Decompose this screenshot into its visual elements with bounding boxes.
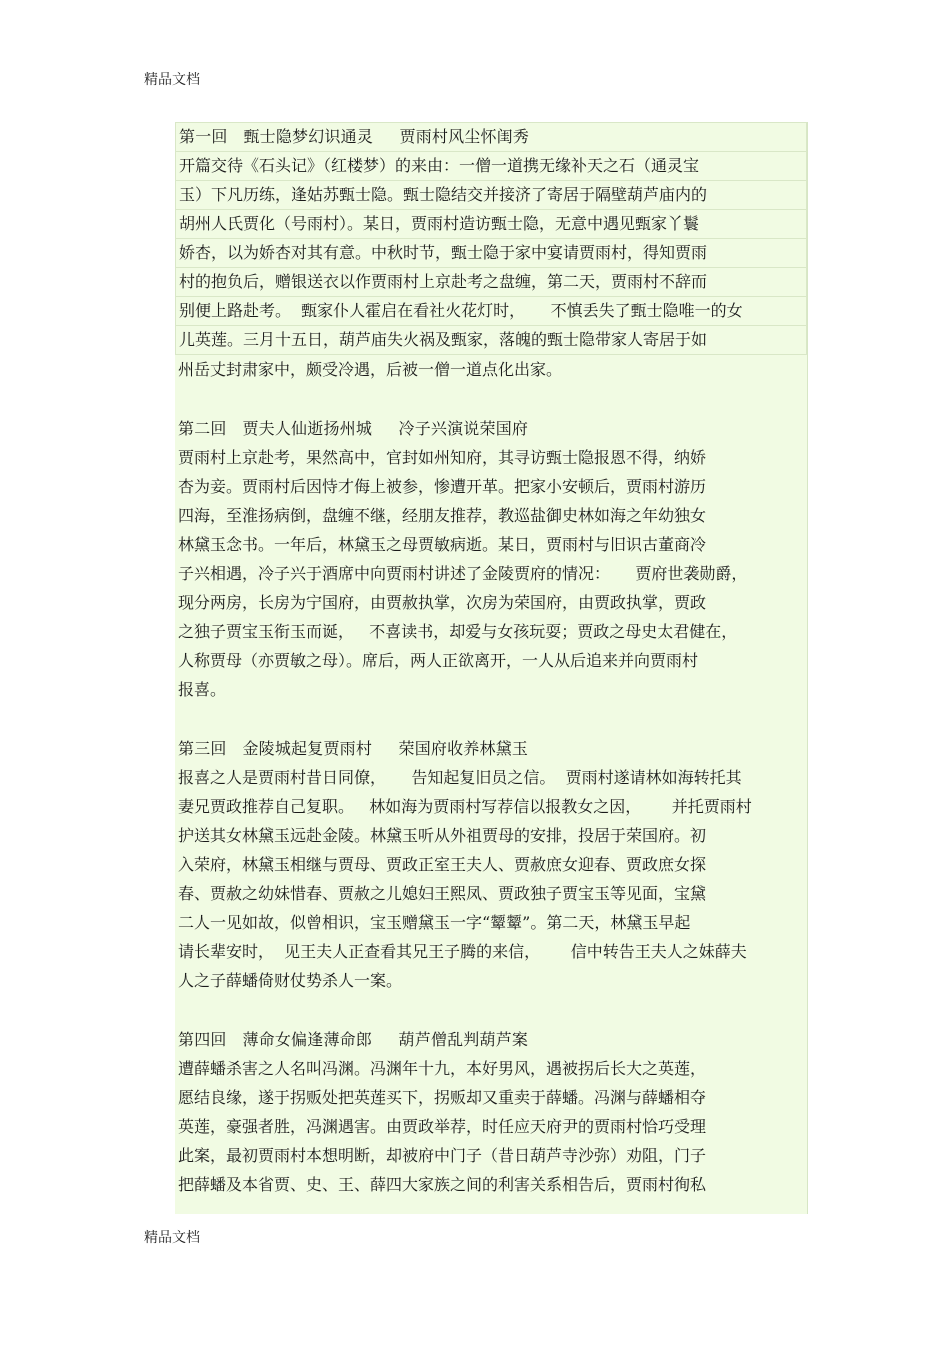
- chapter-2-block: [175, 414, 807, 704]
- page-header-label: 精品文档: [144, 72, 200, 88]
- paragraph-line: 此案，最初贾雨村本想明断，却被府中门子（昔日葫芦寺沙弥）劝阻，门子: [178, 1146, 707, 1165]
- paragraph-line: 人之子薛蟠倚财仗势杀人一案。: [178, 971, 403, 990]
- chapter-3-block: [175, 734, 807, 995]
- chapter-title: 第四回 薄命女偏逢薄命郎 葫芦僧乱判葫芦案: [178, 1030, 529, 1049]
- paragraph-line: 子兴相遇，冷子兴于酒席中向贾雨村讲述了金陵贾府的情况： 贾府世袭勋爵，: [178, 564, 748, 583]
- chapter-title: 第三回 金陵城起复贾雨村 荣国府收养林黛玉: [178, 739, 529, 758]
- paragraph-line: 入荣府，林黛玉相继与贾母、贾政正室王夫人、贾赦庶女迎春、贾政庶女探: [178, 855, 707, 874]
- section-gap: [175, 995, 807, 1025]
- section-gap: [175, 384, 807, 414]
- paragraph-line: 儿英莲。三月十五日，葫芦庙失火祸及甄家，落魄的甄士隐带家人寄居于如: [175, 325, 807, 355]
- paragraph-line: 英莲，豪强者胜，冯渊遇害。由贾政举荐，时任应天府尹的贾雨村恰巧受理: [178, 1117, 707, 1136]
- paragraph-line: 四海，至淮扬病倒，盘缠不继，经朋友推荐，教巡盐御史林如海之年幼独女: [178, 506, 707, 525]
- paragraph-line: 村的抱负后，赠银送衣以作贾雨村上京赴考之盘缠，第二天，贾雨村不辞而: [175, 267, 807, 296]
- paragraph-line: 州岳丈封肃家中，颇受冷遇，后被一僧一道点化出家。: [178, 360, 563, 379]
- paragraph-line: 开篇交待《石头记》（红楼梦）的来由：一僧一道携无缘补天之石（通灵宝: [175, 151, 807, 180]
- paragraph-line: 把薛蟠及本省贾、史、王、薛四大家族之间的利害关系相告后，贾雨村徇私: [178, 1175, 707, 1194]
- chapter-title: 第一回 甄士隐梦幻识通灵 贾雨村风尘怀闺秀: [175, 122, 807, 151]
- paragraph-line: 娇杏，以为娇杏对其有意。中秋时节，甄士隐于家中宴请贾雨村，得知贾雨: [175, 238, 807, 267]
- paragraph-line: 愿结良缘，遂于拐贩处把英莲买下，拐贩却又重卖于薛蟠。冯渊与薛蟠相夺: [178, 1088, 707, 1107]
- paragraph-line: 胡州人氏贾化（号雨村）。某日，贾雨村造访甄士隐，无意中遇见甄家丫鬟: [175, 209, 807, 238]
- paragraph-line: 遭薛蟠杀害之人名叫冯渊。冯渊年十九，本好男风，遇被拐后长大之英莲，: [178, 1059, 707, 1078]
- paragraph-line: 之独子贾宝玉衔玉而诞， 不喜读书，却爱与女孩玩耍；贾政之母史太君健在，: [178, 622, 738, 641]
- page-footer-label: 精品文档: [144, 1230, 200, 1246]
- paragraph-line: 现分两房，长房为宁国府，由贾赦执掌，次房为荣国府，由贾政执掌，贾政: [178, 593, 707, 612]
- document-body: [175, 122, 808, 1214]
- paragraph-line: 春、贾赦之幼妹惜春、贾赦之儿媳妇王熙凤、贾政独子贾宝玉等见面，宝黛: [178, 884, 707, 903]
- paragraph-line: 护送其女林黛玉远赴金陵。林黛玉听从外祖贾母的安排，投居于荣国府。初: [178, 826, 707, 845]
- chapter-title: 第二回 贾夫人仙逝扬州城 冷子兴演说荣国府: [178, 419, 529, 438]
- section-gap: [175, 704, 807, 734]
- paragraph-line: 别便上路赴考。 甄家仆人霍启在看社火花灯时， 不慎丢失了甄士隐唯一的女: [175, 296, 807, 325]
- paragraph-line: 报喜之人是贾雨村昔日同僚， 告知起复旧员之信。 贾雨村遂请林如海转托其: [178, 768, 742, 787]
- paragraph-line: 报喜。: [178, 680, 227, 699]
- paragraph-line: 林黛玉念书。一年后，林黛玉之母贾敏病逝。某日，贾雨村与旧识古董商冷: [178, 535, 707, 554]
- chapter-4-block: [175, 1025, 807, 1199]
- paragraph-line: 贾雨村上京赴考，果然高中，官封如州知府，其寻访甄士隐报恩不得，纳娇: [178, 448, 707, 467]
- paragraph-line: 人称贾母（亦贾敏之母）。席后，两人正欲离开，一人从后追来并向贾雨村: [178, 651, 699, 670]
- chapter-1-block: [175, 122, 807, 355]
- paragraph-line: 二人一见如故，似曾相识，宝玉赠黛玉一字“颦颦”。第二天，林黛玉早起: [178, 913, 691, 932]
- paragraph-line: 玉）下凡历练，逢姑苏甄士隐。甄士隐结交并接济了寄居于隔壁葫芦庙内的: [175, 180, 807, 209]
- paragraph-line: 妻兄贾政推荐自己复职。 林如海为贾雨村写荐信以报教女之因， 并托贾雨村: [178, 797, 752, 816]
- paragraph-line: 杏为妾。贾雨村后因恃才侮上被参，惨遭开革。把家小安顿后，贾雨村游历: [178, 477, 707, 496]
- paragraph-line: 请长辈安时， 见王夫人正查看其兄王子腾的来信， 信中转告王夫人之妹薛夫: [178, 942, 747, 961]
